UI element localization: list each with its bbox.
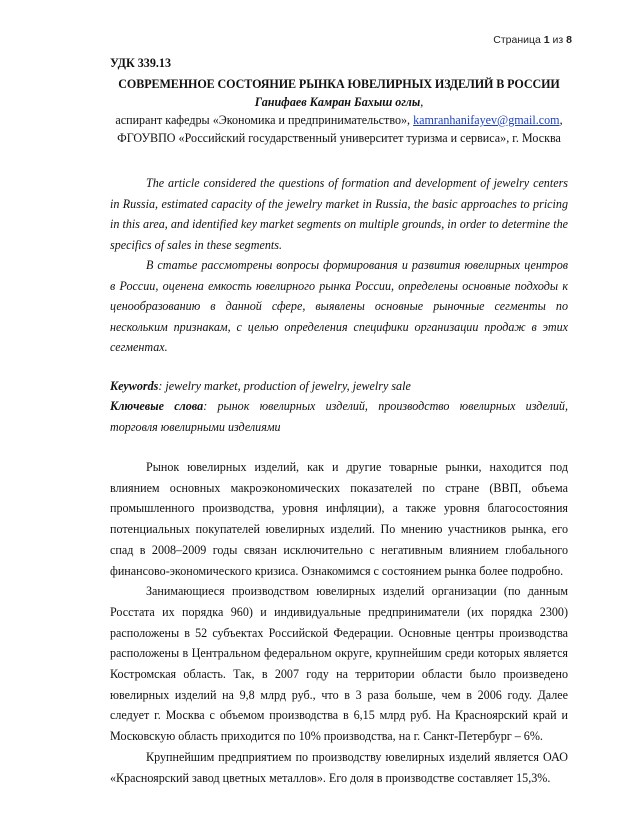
page-indicator [493,34,572,46]
keywords-en-text: : jewelry market, production of jewelry, jewelry sale [158,378,411,393]
author-line [110,93,568,111]
body-paragraph: Занимающиеся производством ювелирных изделий организации (по данным Росстата их порядка 960) и индивидуальные предприниматели (их порядка 2300) расположены в 52 субъектах Российской Федерации. Основные центры производства расположены в Центральном федеральном округе, крупнейшим среди которых является Костромская область. Так, в 2007 году на территории области было произведено ювелирных изделий на 9,8 млрд руб., что в 3 раза больше, чем в 2006 году. Далее следует г. Москва с объемом производства в 6,15 млрд руб. На Красноярский край и Московскую область приходится по 10% производства, на г. Санкт-Петербург – 6%. [110,584,568,744]
keywords-ru-text: : рынок ювелирных изделий, производство ювелирных изделий, торговля ювелирными изделиями [110,399,569,434]
body-paragraph: Крупнейшим предприятием по производству ювелирных изделий является ОАО «Красноярский завод цветных металлов». Его доля в производстве составляет 15,3%. [110,749,568,785]
document-body [110,55,568,788]
page-number: 1 [543,34,550,46]
author-name: Ганифаев Камран Бахыш оглы [254,95,421,109]
keywords-en-label: Keywords [110,378,159,393]
page-total: 8 [566,34,572,46]
keywords-english [110,376,568,397]
position-text: аспирант кафедры «Экономика и предпринимательство», [115,113,414,127]
of-word: из [552,34,564,46]
page-word: Страница [493,34,541,46]
author-institution: ФГОУВПО «Российский государственный университет туризма и сервиса», г. Москва [117,131,561,145]
author-position [110,111,568,129]
keywords-ru-label: Ключевые слова [110,399,204,413]
abstract-russian: В статье рассмотрены вопросы формирования и развития ювелирных центров в России, оценена емкость ювелирного рынка России, определены основные подходы к ценообразованию в данной сфере, выявлены основные рыночные сегменты по нескольким признакам, с целью определения специфики организации продаж в этих сегментах. [110,258,568,354]
author-name-suffix: , [420,95,424,109]
keywords-russian [110,396,568,437]
author-email-link[interactable]: kamranhanifayev@gmail.com [413,113,560,127]
abstract-english: The article considered the questions of formation and development of jewelry centers in Russia, estimated capacity of the jewelry market in Russia, the basic approaches to pricing in this area, and identified key market segments on multiple grounds, in order to determine the specifics of sales in these segments. [110,176,568,252]
udk-code: УДК 339.13 [110,56,172,70]
position-suffix: , [559,113,563,127]
article-title: СОВРЕМЕННОЕ СОСТОЯНИЕ РЫНКА ЮВЕЛИРНЫХ ИЗДЕЛИЙ В РОССИИ [118,77,560,91]
body-paragraph: Рынок ювелирных изделий, как и другие товарные рынки, находится под влиянием основных макроэкономических показателей по стране (ВВП, объема промышленного производства, уровня инфляции), а также уровня благосостояния потенциальных покупателей ювелирных изделий. По мнению участников рынка, его спад в 2008–2009 годы связан исключительно с негативным влиянием глобального финансово-экономического кризиса. Ознакомимся с состоянием рынка более подробно. [110,460,568,578]
